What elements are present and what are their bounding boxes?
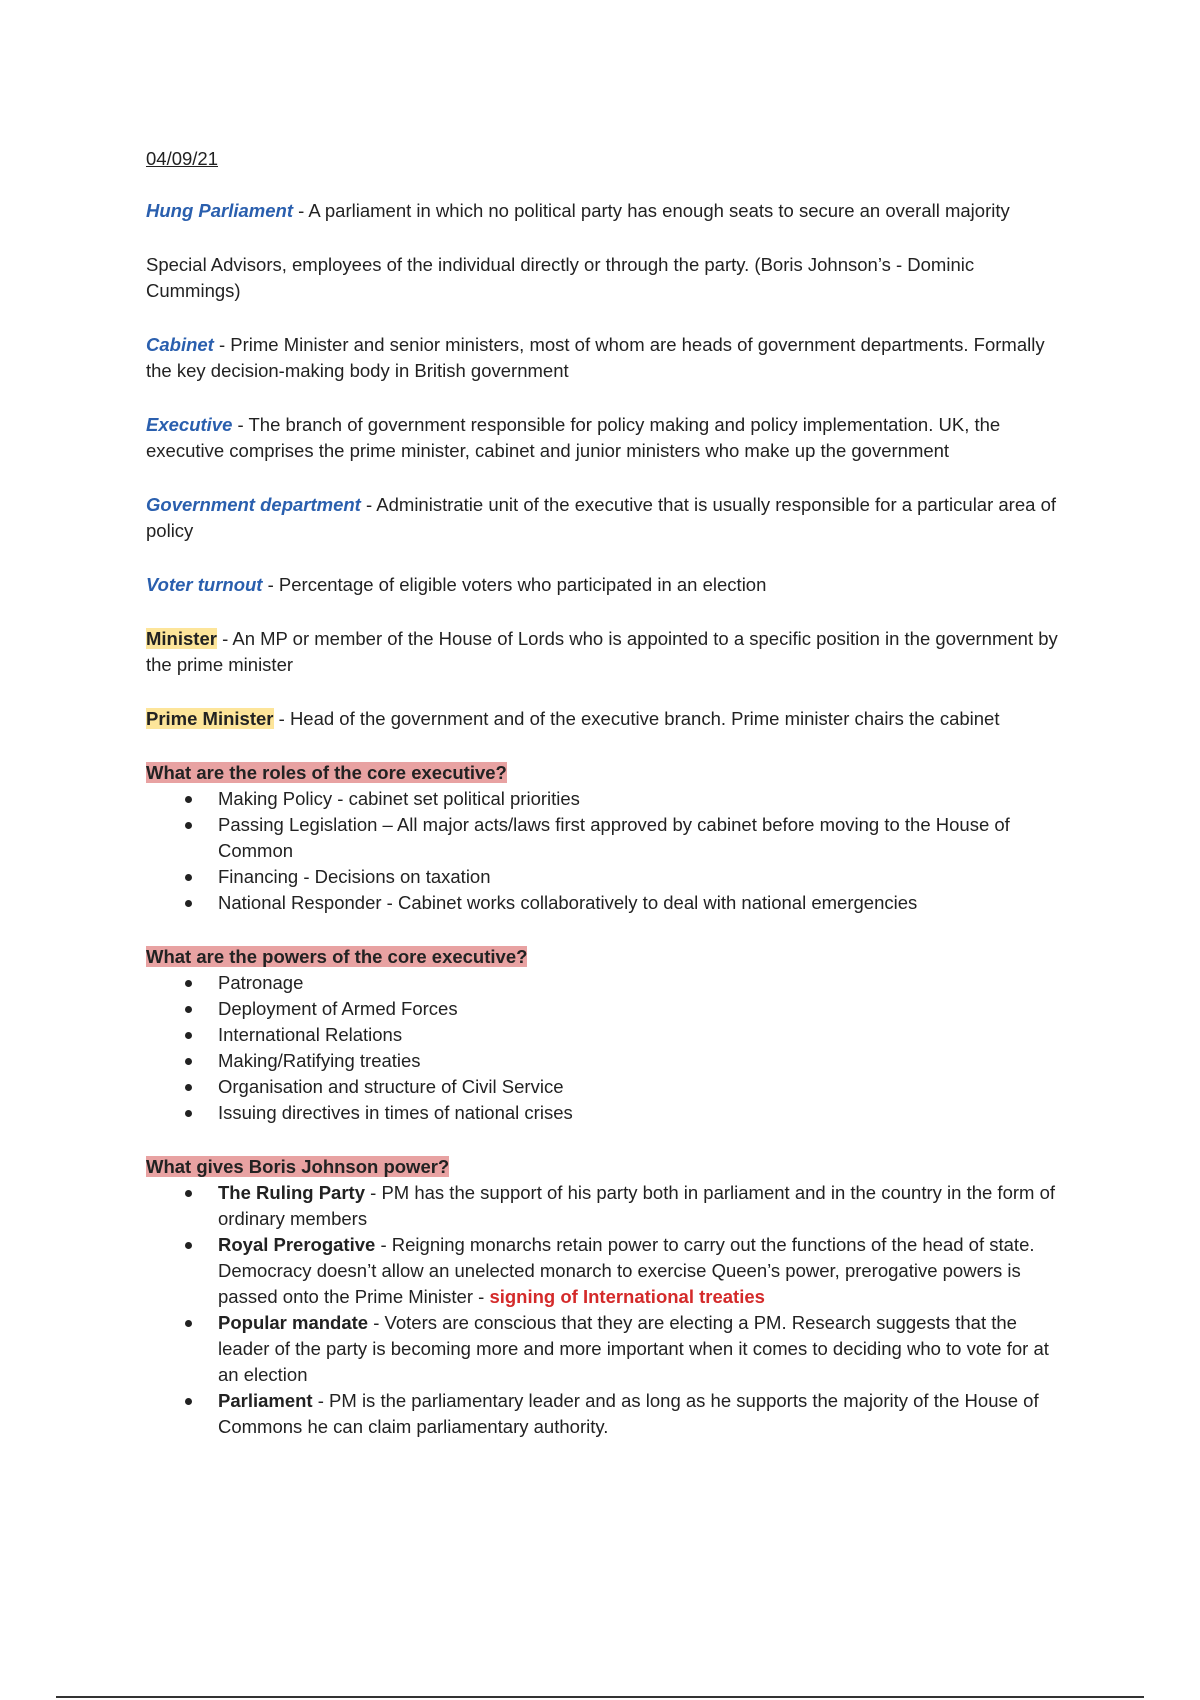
definition-text: - Head of the government and of the executive branch. Prime minister chairs the cabinet — [273, 708, 1000, 729]
section-powers — [146, 944, 1066, 1126]
definition-paragraph — [146, 706, 1066, 732]
item-text: - Reigning monarchs retain power to carry out the functions of the head of state. Democracy doesn’t allow an unelected monarch to exercise Queen’s power, prerogative powers is passed onto the Prime Minister - — [218, 1234, 1035, 1307]
section-heading: What gives Boris Johnson power? — [146, 1156, 450, 1177]
definition-text: - A parliament in which no political party has enough seats to secure an overall majority — [293, 200, 1010, 221]
definition-term: Hung Parliament — [146, 200, 293, 221]
bullet-list — [146, 786, 1066, 916]
section-heading: What are the roles of the core executive? — [146, 762, 507, 783]
list-item: International Relations — [218, 1022, 1066, 1048]
definition-term: Cabinet — [146, 334, 214, 355]
document-page — [146, 146, 1066, 1468]
list-item: Issuing directives in times of national crises — [218, 1100, 1066, 1126]
highlight-red-text: signing of International treaties — [489, 1286, 765, 1307]
definition-paragraph — [146, 252, 1066, 304]
definition-text: - Administratie unit of the executive that is usually responsible for a particular area of policy — [146, 494, 1056, 541]
definition-text: - The branch of government responsible for policy making and policy implementation. UK, the executive comprises the prime minister, cabinet and junior ministers who make up the government — [146, 414, 1001, 461]
list-item: National Responder - Cabinet works collaboratively to deal with national emergencies — [218, 890, 1066, 916]
definition-text: Special Advisors, employees of the individual directly or through the party. (Boris Johnson’s - Dominic Cummings) — [146, 254, 975, 301]
item-label: Royal Prerogative — [218, 1234, 376, 1255]
definition-text: - An MP or member of the House of Lords who is appointed to a specific position in the government by the prime minister — [146, 628, 1058, 675]
list-item — [218, 1388, 1066, 1440]
section-heading: What are the powers of the core executive? — [146, 946, 528, 967]
definition-text: - Prime Minister and senior ministers, most of whom are heads of government departments. Formally the key decision-making body in British government — [146, 334, 1045, 381]
definition-paragraph — [146, 492, 1066, 544]
definition-paragraph — [146, 332, 1066, 384]
list-item: Passing Legislation – All major acts/laws first approved by cabinet before moving to the House of Common — [218, 812, 1066, 864]
list-item: Financing - Decisions on taxation — [218, 864, 1066, 890]
item-text: - Voters are conscious that they are electing a PM. Research suggests that the leader of the party is becoming more and more important when it comes to deciding who to vote for at an election — [218, 1312, 1049, 1385]
list-item — [218, 1310, 1066, 1388]
list-item: Patronage — [218, 970, 1066, 996]
section-roles — [146, 760, 1066, 916]
bullet-list — [146, 970, 1066, 1126]
item-text: - PM is the parliamentary leader and as long as he supports the majority of the House of Commons he can claim parliamentary authority. — [218, 1390, 1039, 1437]
item-label: The Ruling Party — [218, 1182, 365, 1203]
list-item — [218, 1180, 1066, 1232]
bullet-list — [146, 1180, 1066, 1440]
page-bottom-divider — [56, 1696, 1144, 1698]
definition-term: Voter turnout — [146, 574, 263, 595]
definition-paragraph — [146, 198, 1066, 224]
item-label: Parliament — [218, 1390, 313, 1411]
list-item — [218, 1232, 1066, 1310]
list-item: Deployment of Armed Forces — [218, 996, 1066, 1022]
item-text: - PM has the support of his party both in parliament and in the country in the form of ordinary members — [218, 1182, 1056, 1229]
item-label: Popular mandate — [218, 1312, 369, 1333]
note-date: 04/09/21 — [146, 148, 219, 169]
definition-paragraph — [146, 572, 1066, 598]
list-item: Organisation and structure of Civil Service — [218, 1074, 1066, 1100]
definition-paragraph — [146, 626, 1066, 678]
section-bj-power — [146, 1154, 1066, 1440]
definition-term: Executive — [146, 414, 233, 435]
definition-term: Minister — [146, 628, 217, 649]
list-item: Making/Ratifying treaties — [218, 1048, 1066, 1074]
definition-term: Government department — [146, 494, 361, 515]
list-item: Making Policy - cabinet set political priorities — [218, 786, 1066, 812]
definition-term: Prime Minister — [146, 708, 274, 729]
definition-text: - Percentage of eligible voters who participated in an election — [262, 574, 767, 595]
definition-paragraph — [146, 412, 1066, 464]
